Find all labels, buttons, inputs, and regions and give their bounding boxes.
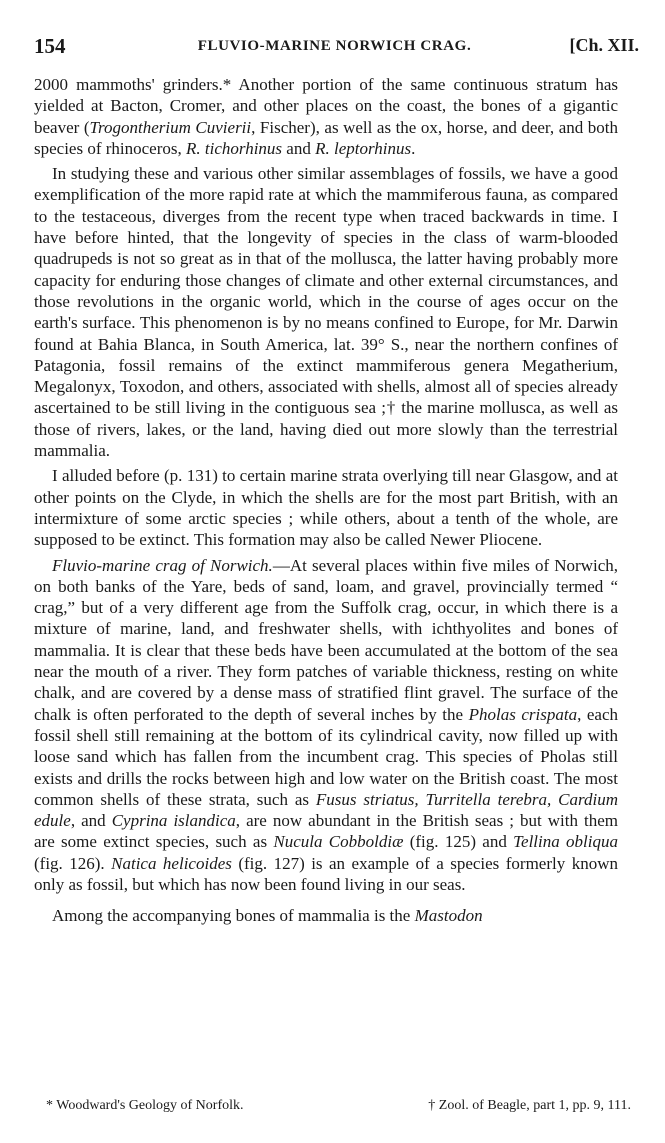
chapter-label: [Ch. XII.	[569, 35, 639, 55]
italic-term: Fluvio-marine crag of Norwich.	[52, 555, 273, 575]
footnote: * Woodward's Geology of Norfolk.	[46, 1098, 244, 1113]
running-title: FLUVIO-MARINE NORWICH CRAG.	[197, 38, 472, 54]
italic-term: Natica helicoides	[111, 853, 232, 873]
paragraph: Among the accompanying bones of mammalia is the Mastodon	[52, 906, 483, 926]
footnotes	[46, 1098, 631, 1114]
body-text	[34, 74, 618, 931]
italic-term: R. tichorhinus	[186, 138, 283, 158]
paragraph: I alluded before (p. 131) to certain marine strata overlying till near Glasgow, and at other points on the Clyde, in which the shells are for the most part British, with an intermixture of some arctic species ; while others, about a tenth of the whole, are supposed to be extinct. This formation may also be called Newer Pliocene.	[34, 466, 618, 550]
footnote: † Zool. of Beagle, part 1, pp. 9, 111.	[428, 1098, 631, 1113]
italic-term: Mastodon	[414, 906, 483, 926]
italic-term: R. leptorhinus	[315, 138, 412, 158]
italic-term: Cyprina islandica	[111, 811, 236, 831]
italic-term: Nucula Cobboldiæ	[273, 832, 404, 852]
italic-term: Trogontherium Cuvierii	[89, 117, 252, 137]
italic-term: Fusus striatus, Turritella terebra, Cardium edule	[34, 789, 618, 831]
italic-term: Tellina obliqua	[513, 832, 618, 852]
paragraph: Fluvio-marine crag of Norwich.—At several places within five miles of Norwich, on both banks of the Yare, beds of sand, loam, and gravel, provincially termed “ crag,” but of a very different age from the Suffolk crag, occur, in which there is a mixture of marine, land, and freshwater shells, with ichthyolites and bones of mammalia. It is clear that these beds have been accumulated at the bottom of the sea near the mouth of a river. They form patches of variable thickness, resting on white chalk, and are covered by a dense mass of stratified flint gravel. The surface of the chalk is often perforated to the depth of several inches by the Pholas crispata, each fossil shell still remaining at the bottom of its cylindrical cavity, now filled up with loose sand which has fallen from the incumbent crag. This species of Pholas still exists and drills the rocks between high and low water on the British coast. The most common shells of these strata, such as Fusus striatus, Turritella terebra, Cardium edule, and Cyprina islandica, are now abundant in the British seas ; but with them are some extinct species, such as Nucula Cobboldiæ (fig. 125) and Tellina obliqua (fig. 126). Natica helicoides (fig. 127) is an example of a species formerly known only as fossil, but which has now been found living in our seas.	[34, 555, 619, 894]
page-number: 154	[34, 34, 66, 58]
paragraph: 2000 mammoths' grinders.* Another portion of the same continuous stratum has yielded at Bacton, Cromer, and other places on the coast, the bones of a gigantic beaver (Trogontherium Cuvierii, Fischer), as well as the ox, horse, and deer, and both species of rhinoceros, R. tichorhinus and R. leptorhinus.	[34, 75, 618, 158]
paragraph: In studying these and various other similar assemblages of fossils, we have a good exemplification of the more rapid rate at which the mammiferous fauna, as compared to the testaceous, diverges from the recent type when traced backwards in time. I have before hinted, that the longevity of species in the class of warm-blooded quadrupeds is not so great as in that of the mollusca, the latter having probably more capacity for enduring those changes of climate and other external circumstances, and those revolutions in the organic world, which in the course of ages occur on the earth's surface. This phenomenon is by no means confined to Europe, for Mr. Darwin found at Bahia Blanca, in South America, lat. 39° S., near the northern confines of Patagonia, fossil remains of the extinct mammiferous genera Megatherium, Megalonyx, Toxodon, and others, associated with shells, almost all of species already ascertained to be still living in the contiguous sea ;† the marine mollusca, as well as those of rivers, lakes, or the land, having died out more slowly than the terrestrial mammalia.	[34, 164, 618, 461]
page-header	[30, 34, 639, 62]
italic-term: Pholas crispata	[468, 704, 578, 724]
